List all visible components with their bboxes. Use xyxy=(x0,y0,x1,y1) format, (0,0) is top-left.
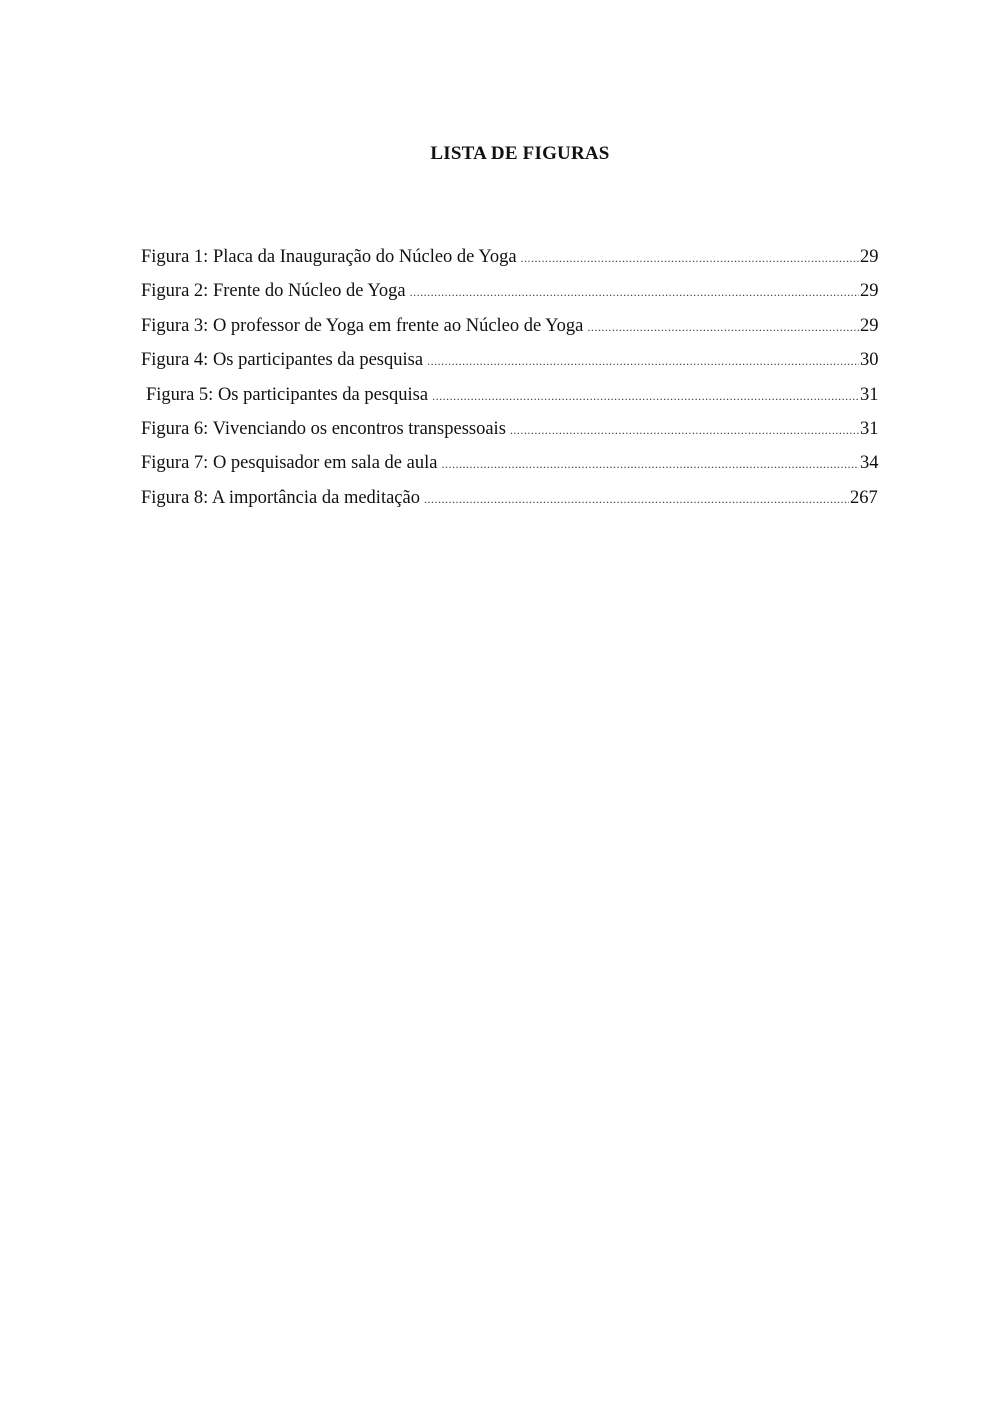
page-number: 267 xyxy=(850,487,878,508)
figure-caption: Figura 8: A importância da meditação xyxy=(141,487,420,508)
page-number: 29 xyxy=(860,281,879,302)
figure-list xyxy=(141,245,881,520)
list-item-figure-6 xyxy=(141,417,881,451)
dot-leader xyxy=(441,451,859,476)
dot-leader xyxy=(521,245,859,270)
dot-leader xyxy=(587,314,859,339)
list-item-figure-4 xyxy=(141,348,881,382)
list-item-figure-5 xyxy=(141,383,881,417)
figure-caption: Figura 7: O pesquisador em sala de aula xyxy=(141,453,438,474)
page-number: 30 xyxy=(860,350,879,371)
list-item-figure-8 xyxy=(141,486,881,520)
page-number: 29 xyxy=(860,315,879,336)
page-number: 29 xyxy=(860,247,879,267)
figure-caption: Figura 5: Os participantes da pesquisa xyxy=(146,384,429,405)
page-number: 31 xyxy=(860,384,879,405)
dot-leader xyxy=(424,486,849,511)
page-title: LISTA DE FIGURAS xyxy=(430,143,610,164)
figure-caption: Figura 4: Os participantes da pesquisa xyxy=(141,350,424,371)
dot-leader xyxy=(510,417,859,442)
page-number: 34 xyxy=(860,453,879,474)
page-number: 31 xyxy=(860,418,879,439)
figure-caption: Figura 3: O professor de Yoga em frente ao Núcleo de Yoga xyxy=(141,315,584,336)
dot-leader xyxy=(427,348,859,373)
figure-caption: Figura 1: Placa da Inauguração do Núcleo de Yoga xyxy=(141,247,517,267)
list-item-figure-7 xyxy=(141,451,881,485)
figure-caption: Figura 2: Frente do Núcleo de Yoga xyxy=(141,281,406,302)
list-item-figure-2 xyxy=(141,279,881,313)
dot-leader xyxy=(432,383,859,408)
list-item-figure-3 xyxy=(141,314,881,348)
figure-caption: Figura 6: Vivenciando os encontros transpessoais xyxy=(141,418,506,439)
list-item-figure-1 xyxy=(141,245,881,279)
dot-leader xyxy=(410,279,859,304)
